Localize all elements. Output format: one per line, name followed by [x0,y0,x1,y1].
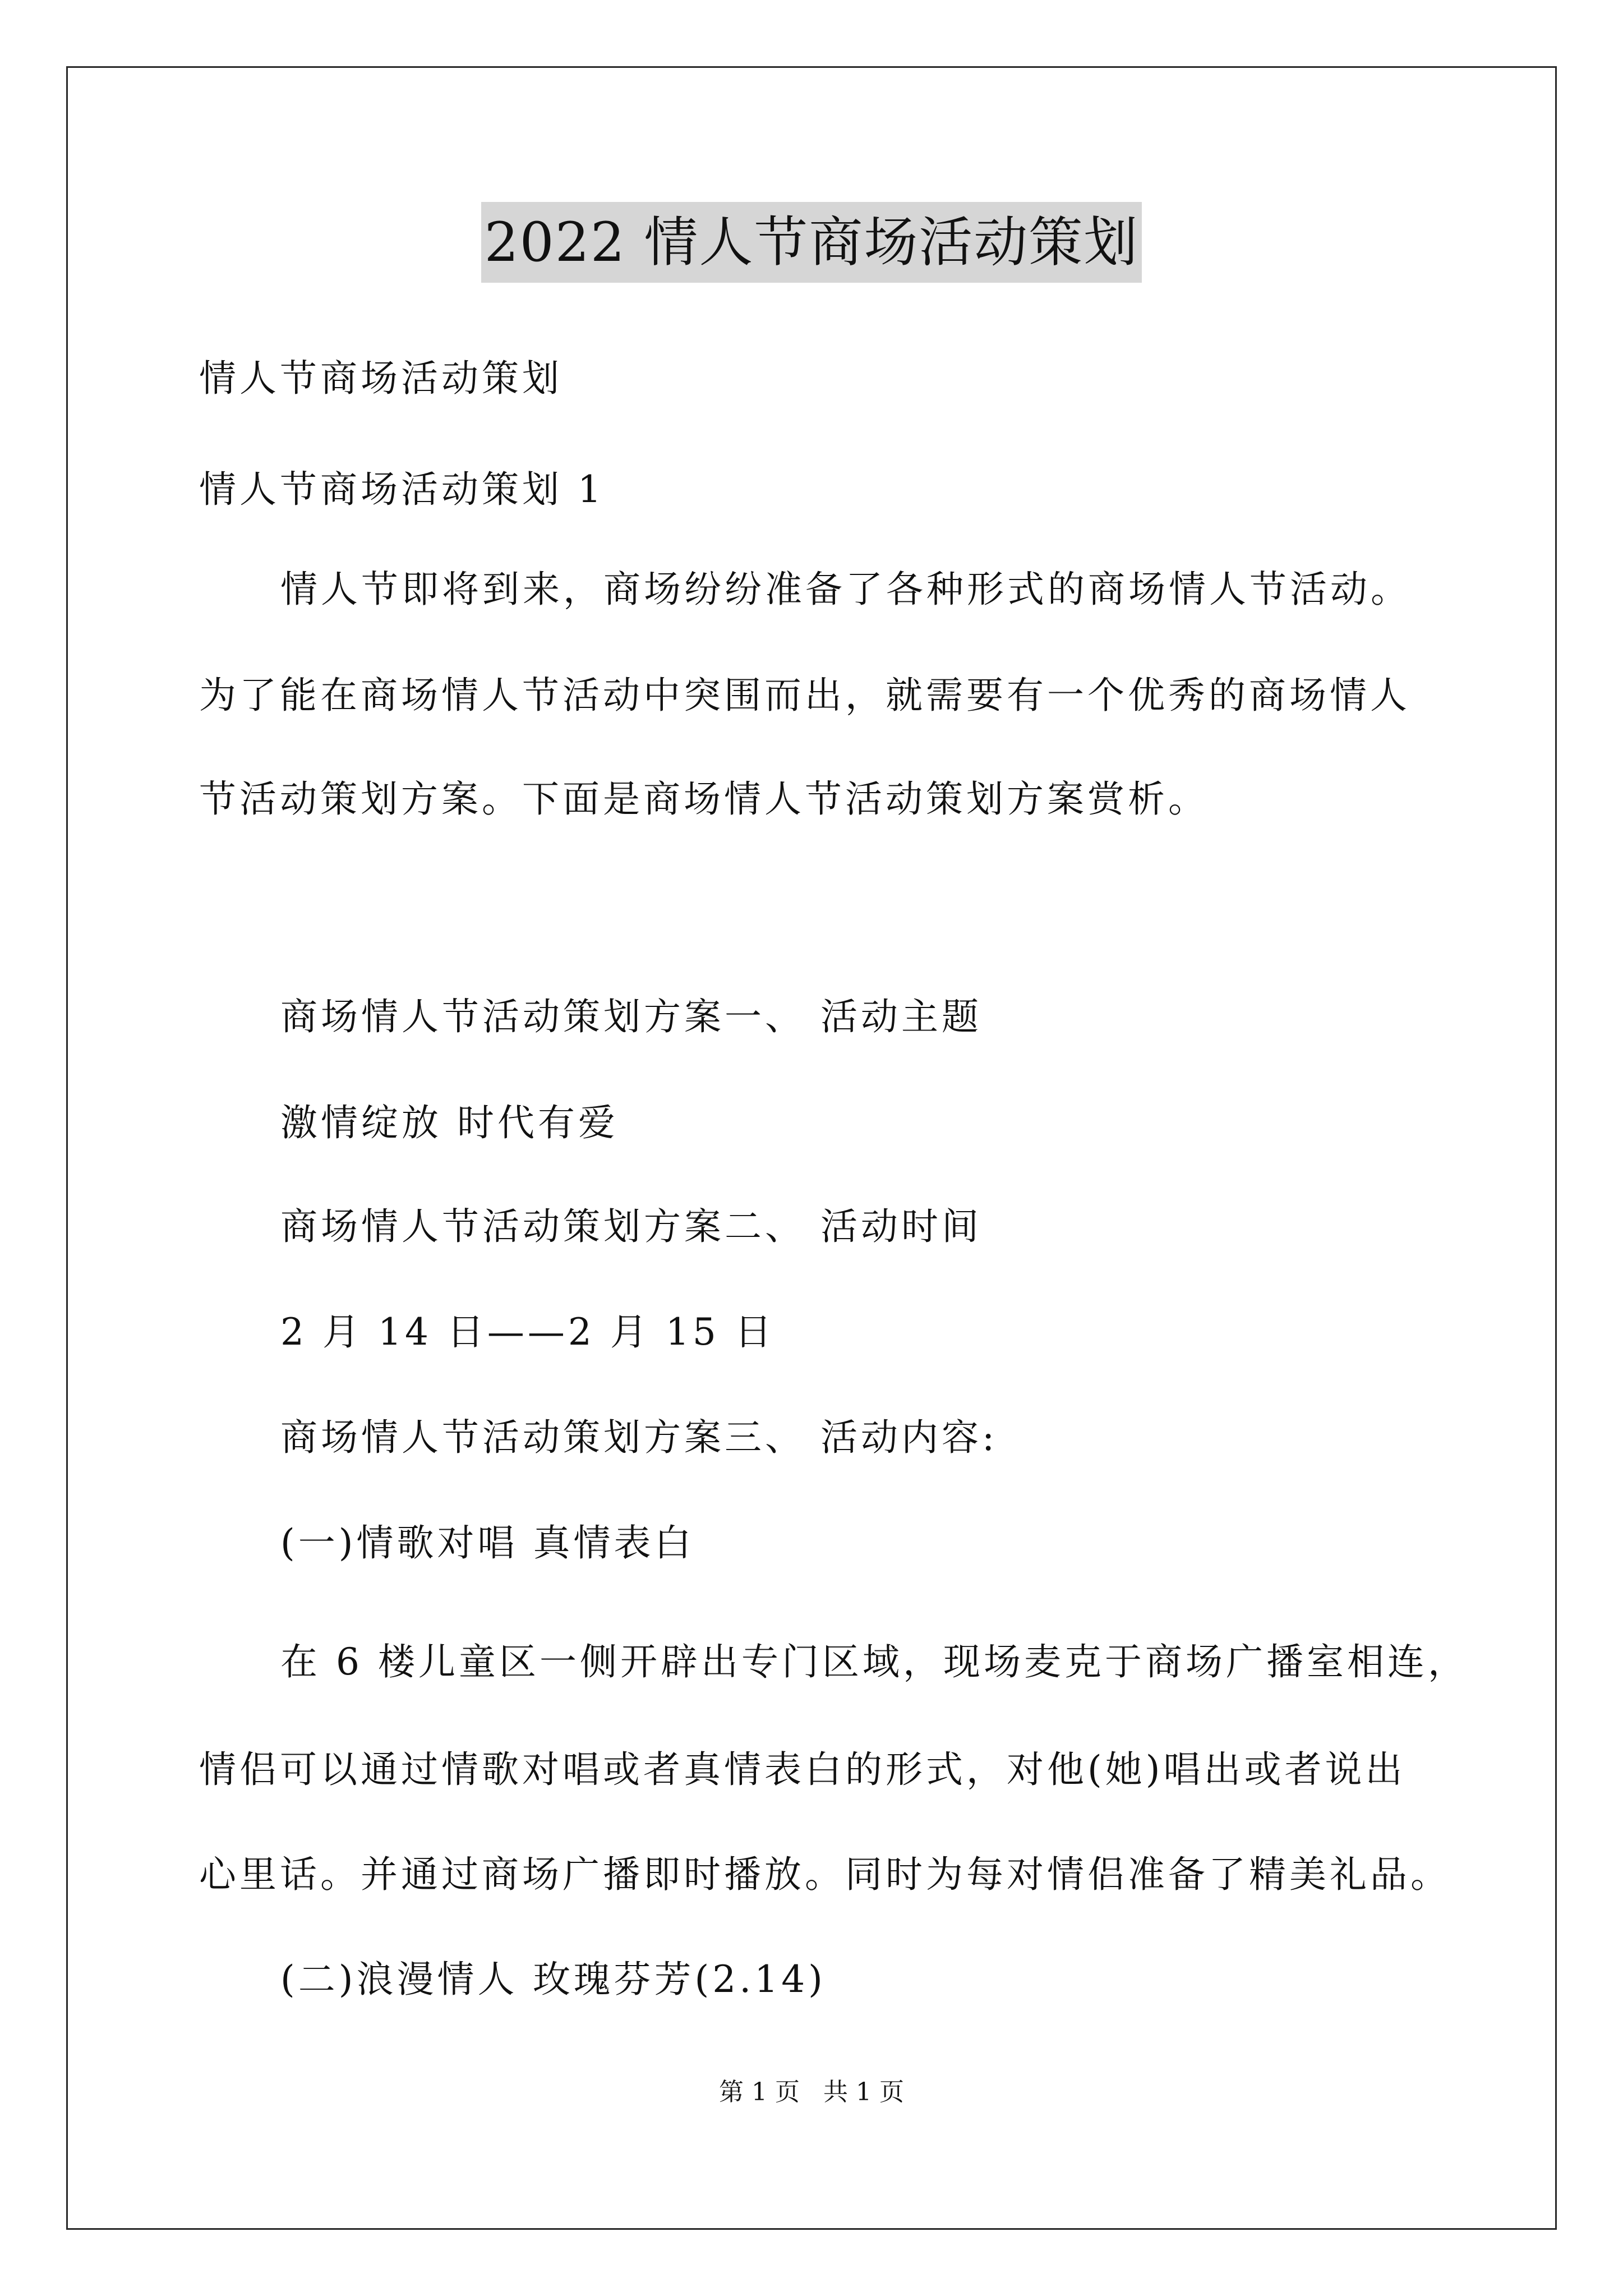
section-line: 商场情人节活动策划方案二、 活动时间 [280,1205,982,1248]
title-container [0,202,1623,283]
paragraph-line: 节活动策划方案。下面是商场情人节活动策划方案赏析。 [199,777,1209,821]
page-total: 共 1 页 [823,2078,904,2106]
paragraph-line: 心里话。并通过商场广播即时播放。同时为每对情侣准备了精美礼品。 [199,1853,1451,1896]
subsection-line: (二)浪漫情人 玫瑰芬芳(2.14) [280,1958,826,2001]
page-footer [0,2077,1623,2108]
section-line: 商场情人节活动策划方案一、 活动主题 [280,995,982,1038]
paragraph-line: 为了能在商场情人节活动中突围而出，就需要有一个优秀的商场情人 [199,674,1410,717]
document-title: 2022 情人节商场活动策划 [481,202,1142,283]
paragraph-line: 2 月 14 日——2 月 15 日 [280,1310,775,1354]
paragraph-line: 情侣可以通过情歌对唱或者真情表白的形式，对他(她)唱出或者说出 [199,1748,1406,1791]
section-line: 商场情人节活动策划方案三、 活动内容: [280,1416,998,1459]
page-number: 第 1 页 [719,2078,800,2106]
paragraph-line: 激情绽放 时代有爱 [280,1101,619,1144]
paragraph-line: 情人节即将到来，商场纷纷准备了各种形式的商场情人节活动。 [280,568,1411,611]
subheading-line: 情人节商场活动策划 1 [199,468,605,511]
subsection-line: (一)情歌对唱 真情表白 [280,1521,695,1565]
paragraph-line: 在 6 楼儿童区一侧开辟出专门区域，现场麦克于商场广播室相连， [280,1640,1468,1683]
heading-line: 情人节商场活动策划 [199,357,562,400]
